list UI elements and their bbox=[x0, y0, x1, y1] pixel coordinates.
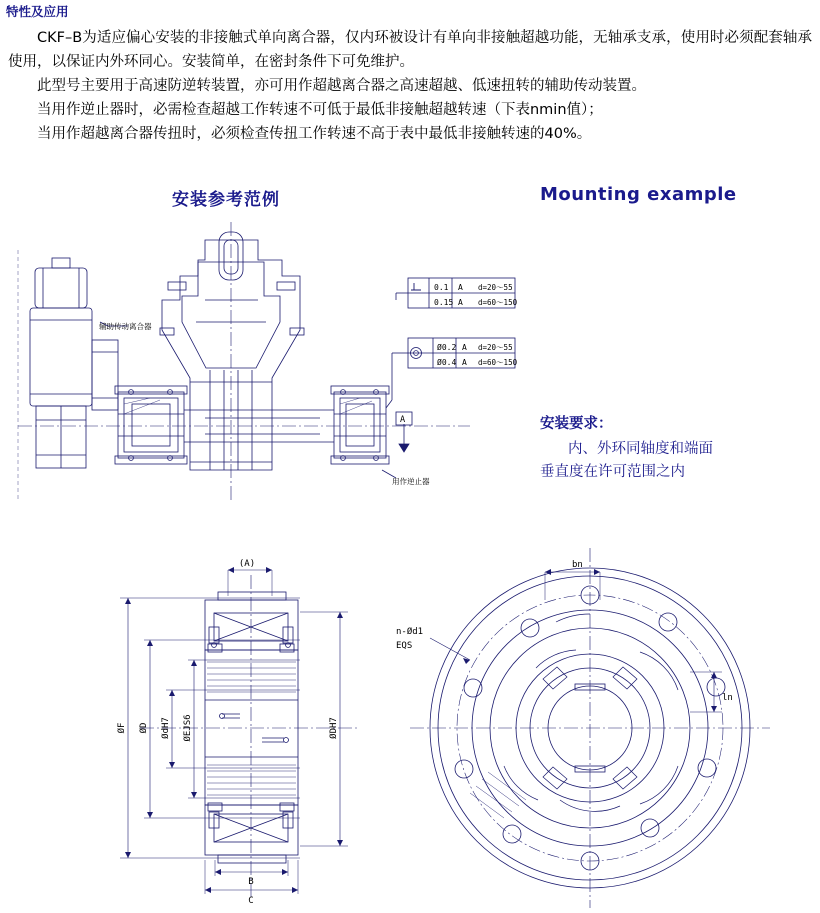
requirement-line-2: 垂直度在许可范围之内 bbox=[540, 464, 685, 480]
dim-label-B: B bbox=[248, 877, 254, 887]
paragraph-4: 当用作超越离合器传扭时，必须检查传扭工作转速不高于表中最低非接触转速的40%。 bbox=[37, 126, 592, 142]
tolerance-2-datum-row1: A bbox=[462, 343, 467, 352]
tolerance-1-range-row1: d=20～55 bbox=[478, 283, 513, 292]
callout-label-motor: 辅助传动离合器 bbox=[99, 322, 152, 331]
tolerance-2-value-row1: Ø0.2 bbox=[437, 343, 457, 352]
tolerance-2-datum-row2: A bbox=[462, 358, 467, 367]
paragraph-1: CKF–B为适应偏心安装的非接触式单向离合器，仅内环被设计有单向非接触超越功能，无轴承支承，使用时必须配套轴承使用，以保证内外环同心。安装简单，在密封条件下可免维护。 bbox=[8, 30, 812, 70]
dim-label-OD: ØD bbox=[139, 722, 149, 734]
dim-label-A: (A) bbox=[238, 559, 256, 569]
tolerance-2-value-row2: Ø0.4 bbox=[437, 358, 457, 367]
tolerance-1-datum-row1: A bbox=[458, 283, 463, 292]
paragraph-2: 此型号主要用于高速防逆转装置，亦可用作超越离合器之高速超越、低速扭转的辅助传动装置。 bbox=[37, 78, 646, 94]
requirement-line-1: 内、外环同轴度和端面 bbox=[568, 441, 713, 457]
tolerance-2-range-row1: d=20～55 bbox=[478, 343, 513, 352]
callout-label-stopper: 用作逆止器 bbox=[392, 477, 430, 486]
datum-label-a: A bbox=[400, 415, 406, 425]
requirement-title: 安装要求： bbox=[540, 416, 613, 432]
tolerance-1-datum-row2: A bbox=[458, 298, 463, 307]
tolerance-1-value-row2: 0.15 bbox=[434, 298, 454, 307]
dim-label-OdH7: ØdH7 bbox=[161, 717, 171, 739]
tolerance-1-range-row2: d=60～150 bbox=[478, 298, 518, 307]
mounting-example-heading-cn: 安装参考范例 bbox=[172, 190, 280, 210]
label-eqs: EQS bbox=[396, 641, 413, 651]
intro-text-block bbox=[8, 26, 812, 146]
dim-label-OEJS6: ØEJS6 bbox=[183, 714, 193, 742]
page-title: 特性及应用 bbox=[6, 5, 69, 19]
dim-label-OF: ØF bbox=[117, 722, 127, 734]
tolerance-1-value-row1: 0.1 bbox=[434, 283, 449, 292]
mounting-example-heading-en: Mounting example bbox=[540, 184, 737, 205]
dim-label-C: C bbox=[248, 896, 254, 906]
dim-label-ODH7: ØDH7 bbox=[329, 717, 339, 739]
tolerance-2-range-row2: d=60～150 bbox=[478, 358, 518, 367]
dim-label-bn: bn bbox=[572, 560, 583, 570]
dim-label-ln: ln bbox=[722, 693, 733, 703]
label-hole-count: n-Ød1 bbox=[396, 627, 424, 637]
paragraph-3: 当用作逆止器时，必需检查超越工作转速不可低于最低非接触超越转速（下表nmin值）； bbox=[37, 102, 603, 118]
